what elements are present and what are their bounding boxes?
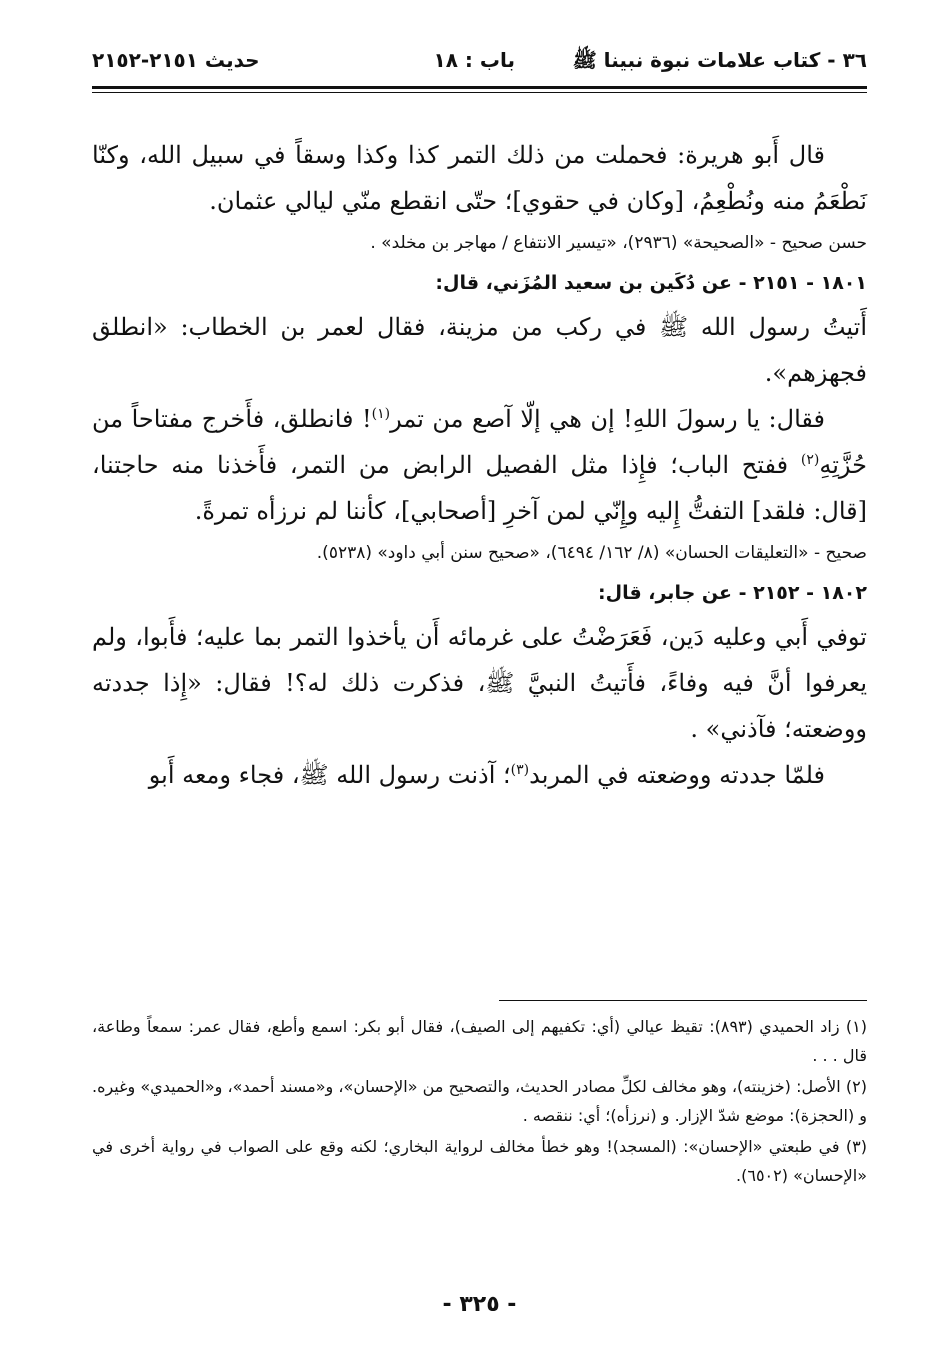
footnote-ref-3[interactable]: (٣) xyxy=(510,762,530,778)
text-segment: ؛ آذنت رسول الله ﷺ، فجاء ومعه أَبو xyxy=(148,761,511,789)
hadith-text-2151-a: أَتيتُ رسول الله ﷺ في ركب من مزينة، فقال لعمر بن الخطاب: «انطلق فجهزهم». xyxy=(92,313,867,387)
hadith-range: حديث ٢١٥١-٢١٥٢ xyxy=(92,48,260,72)
chapter-label: باب : ١٨ xyxy=(433,48,515,72)
text-segment: ! فانطلق، فأَخرج مفتاحاً من حُزَّتِهِ xyxy=(92,405,867,479)
hadith-heading-2152: ١٨٠٢ - ٢١٥٢ - عن جابر، قال: xyxy=(598,582,867,604)
hadith-text-2152-b xyxy=(92,752,867,798)
hadith-text-2152-a: توفي أَبي وعليه دَين، فَعَرَضْتُ على غرمائه أَن يأخذوا التمر بما عليه؛ فأَبوا، ولم يعرفوا أنَّ فيه وفاءً، فأَتيتُ النبيَّ ﷺ، فذكرت ذلك له؟! فقال: «إِذا جددته ووضعته؛ فآذني» . xyxy=(92,623,867,743)
grading-note-1: حسن صحيح - «الصحيحة» (٢٩٣٦)، «تيسير الانتفاع / مهاجر بن مخلد» . xyxy=(370,233,867,253)
book-page xyxy=(92,40,867,1340)
header-rule-thin xyxy=(92,92,867,93)
book-title: ٣٦ - كتاب علامات نبوة نبينا ﷺ xyxy=(572,48,867,72)
header-rule-thick xyxy=(92,86,867,89)
text-segment: فقال: يا رسولَ اللهِ! إن هي إلّا آصع من تمر xyxy=(390,405,826,433)
footnote-3: (٣) في طبعتي «الإحسان»: (المسجد)! وهو خطأ مخالف لرواية البخاري؛ لكنه وقع على الصواب في رواية أخرى في «الإحسان» (٦٥٠٢). xyxy=(92,1137,867,1185)
hadith-heading-2151: ١٨٠١ - ٢١٥١ - عن دُكَين بن سعيد المُزَني، قال: xyxy=(435,272,867,294)
running-header xyxy=(92,48,867,82)
hadith-text-2151-b xyxy=(92,396,867,534)
body-text xyxy=(92,132,867,798)
grading-note-2: صحيح - «التعليقات الحسان» (٨/ ١٦٢/ ٦٤٩٤)، «صحيح سنن أبي داود» (٥٢٣٨). xyxy=(316,543,867,563)
footnotes xyxy=(92,1012,867,1192)
footnote-ref-2[interactable]: (٢) xyxy=(800,452,820,468)
footnote-1: (١) زاد الحميدي (٨٩٣): تقيظ عيالي (أي: تكفيهم إلى الصيف)، فقال أبو بكر: اسمع وأطع، فقال عمر: سمعاً وطاعة، قال . . . xyxy=(92,1017,868,1065)
page-number: - ٣٢٥ - xyxy=(442,1292,517,1317)
footnote-separator xyxy=(499,1000,867,1001)
footnote-ref-1[interactable]: (١) xyxy=(371,406,391,422)
paragraph-continuation: قال أَبو هريرة: فحملت من ذلك التمر كذا وكذا وسقاً في سبيل الله، وكنّا نَطْعَمُ منه ونُطْعِمُ، [وكان في حقوي]؛ حتّى انقطع منّي ليالي عثمان. xyxy=(92,141,867,215)
text-segment: ففتح الباب؛ فإِذا مثل الفصيل الرابض من التمر، فأَخذنا منه حاجتنا، [قال: فلقد] التفتُّ إِليه وإِنّي لمن آخرِ [أصحابي]، كأننا لم نرزأه تمرةً. xyxy=(92,451,867,525)
footnote-2: (٢) الأصل: (خزينته)، وهو مخالف لكلِّ مصادر الحديث، والتصحيح من «الإحسان»، و«مسند أحمد»، و«الحميدي» وغيره. و (الحجزة): موضع شدّ الإزار. و (نرزأه)؛ أي: ننقصه . xyxy=(92,1077,867,1125)
text-segment: فلمّا جددته ووضعته في المربد xyxy=(529,761,825,789)
